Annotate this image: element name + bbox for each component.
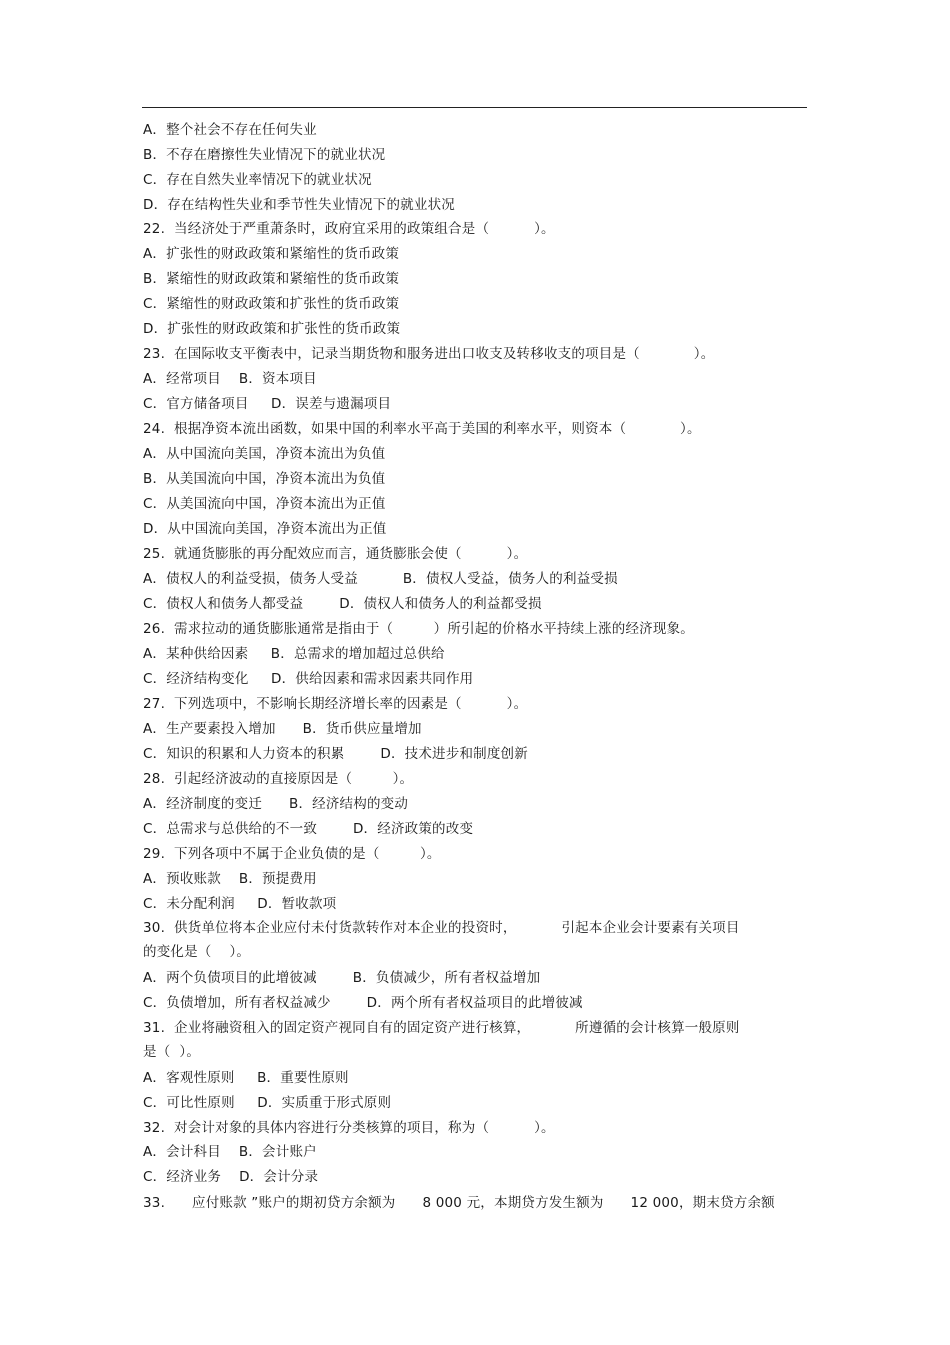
text-line: D．扩张性的财政政策和扩张性的货币政策 (143, 321, 401, 337)
text-line: C．官方储备项目 D．误差与遗漏项目 (143, 396, 392, 412)
text-line: A．两个负债项目的此增彼减 B．负债减少，所有者权益增加 (143, 970, 541, 986)
text-line: A．经济制度的变迁 B．经济结构的变动 (143, 796, 409, 812)
text-line: C．经济业务 D．会计分录 (143, 1169, 319, 1185)
question-23: 23. 在国际收支平衡表中，记录当期货物和服务进出口收支及转移收支的项目是（ ）。 (143, 346, 715, 362)
text-line: C．从美国流向中国，净资本流出为正值 (143, 496, 386, 512)
text-line: C．知识的积累和人力资本的积累 D．技术进步和制度创新 (143, 746, 528, 762)
text-line: C．经济结构变化 D．供给因素和需求因素共同作用 (143, 671, 474, 687)
text-line: C．总需求与总供给的不一致 D．经济政策的改变 (143, 821, 474, 837)
question-25: 25. 就通货膨胀的再分配效应而言，通货膨胀会使（ ）。 (143, 546, 528, 562)
text-line: C．负债增加，所有者权益减少 D．两个所有者权益项目的此增彼减 (143, 995, 583, 1011)
question-32: 32. 对会计对象的具体内容进行分类核算的项目，称为（ ）。 (143, 1120, 555, 1136)
text-line: D．从中国流向美国，净资本流出为正值 (143, 521, 387, 537)
text-line: A．扩张性的财政政策和紧缩性的货币政策 (143, 246, 400, 262)
question-28: 28. 引起经济波动的直接原因是（ ）。 (143, 771, 414, 787)
text-line: A．整个社会不存在任何失业 (143, 122, 317, 138)
question-26: 26. 需求拉动的通货膨胀通常是指由于（ ）所引起的价格水平持续上涨的经济现象。 (143, 621, 694, 637)
question-30: 30. 供货单位将本企业应付未付货款转作对本企业的投资时， 引起本企业会计要素有关项目 (143, 920, 740, 936)
question-31: 31. 企业将融资租入的固定资产视同自有的固定资产进行核算， 所遵循的会计核算一般原则 (143, 1020, 740, 1036)
text-line: 是（ ）。 (143, 1044, 201, 1060)
question-33: 33. 应付账款 ”账户的期初贷方余额为 8 000 元，本期贷方发生额为 12 000，期末贷方余额 (143, 1195, 775, 1211)
text-line: A．生产要素投入增加 B．货币供应量增加 (143, 721, 422, 737)
question-24: 24. 根据净资本流出函数，如果中国的利率水平高于美国的利率水平，则资本（ ）。 (143, 421, 701, 437)
text-line: B．从美国流向中国，净资本流出为负值 (143, 471, 386, 487)
text-line: D．存在结构性失业和季节性失业情况下的就业状况 (143, 197, 455, 213)
text-line: C．债权人和债务人都受益 D．债权人和债务人的利益都受损 (143, 596, 542, 612)
text-line: A．债权人的利益受损，债务人受益 B．债权人受益，债务人的利益受损 (143, 571, 618, 587)
question-29: 29. 下列各项中不属于企业负债的是（ ）。 (143, 846, 441, 862)
text-line: A．某种供给因素 B．总需求的增加超过总供给 (143, 646, 445, 662)
text-line: A．经常项目 B．资本项目 (143, 371, 317, 387)
text-line: A．会计科目 B．会计账户 (143, 1144, 317, 1160)
text-line: C．可比性原则 D．实质重于形式原则 (143, 1095, 392, 1111)
question-22: 22. 当经济处于严重萧条时，政府宜采用的政策组合是（ ）。 (143, 221, 555, 237)
question-27: 27. 下列选项中，不影响长期经济增长率的因素是（ ）。 (143, 696, 528, 712)
text-line: C．紧缩性的财政政策和扩张性的货币政策 (143, 296, 400, 312)
text-line: A．预收账款 B．预提费用 (143, 871, 317, 887)
text-line: B．不存在磨擦性失业情况下的就业状况 (143, 147, 386, 163)
text-line: B．紧缩性的财政政策和紧缩性的货币政策 (143, 271, 400, 287)
text-line: A．从中国流向美国，净资本流出为负值 (143, 446, 386, 462)
text-line: A．客观性原则 B．重要性原则 (143, 1070, 349, 1086)
text-line: C．存在自然失业率情况下的就业状况 (143, 172, 372, 188)
text-line: C．未分配利润 D．暂收款项 (143, 896, 337, 912)
text-line: 的变化是（ ）。 (143, 944, 251, 960)
